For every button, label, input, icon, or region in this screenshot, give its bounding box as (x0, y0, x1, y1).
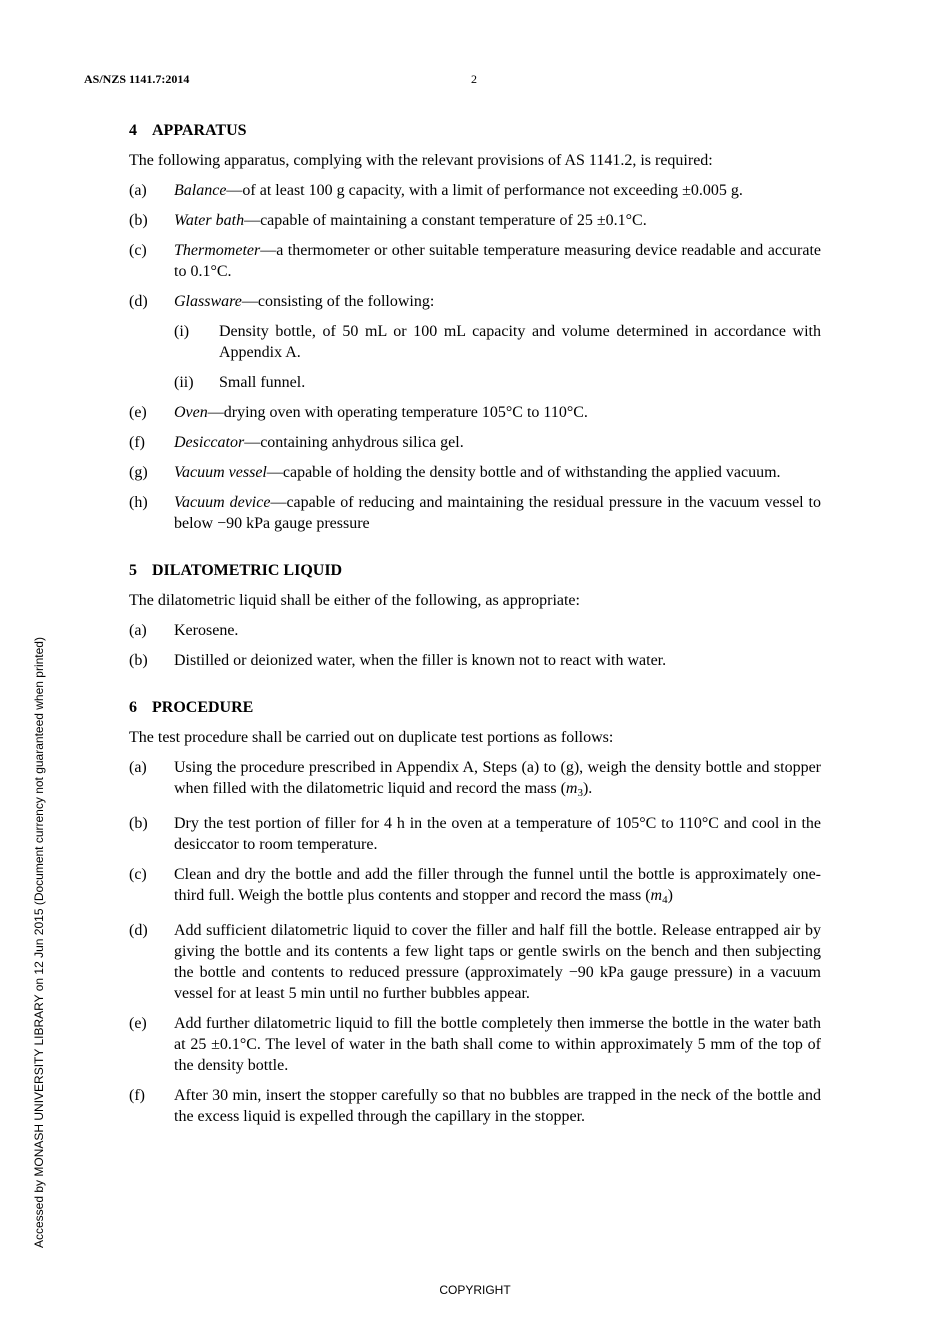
item-label: (e) (129, 404, 147, 421)
item-text: —capable of maintaining a constant temperature of 25 ±0.1°C. (244, 212, 647, 229)
section-title: DILATOMETRIC LIQUID (152, 562, 343, 579)
list-item (129, 402, 821, 423)
item-term: Desiccator (174, 434, 245, 451)
section-title: APPARATUS (152, 122, 247, 139)
item-text: Distilled or deionized water, when the filler is known not to react with water. (174, 652, 667, 669)
section-heading-procedure (129, 697, 821, 718)
item-text: Clean and dry the bottle and add the filler through the funnel until the bottle is approximately one-third full. Weigh the bottle plus contents and stopper and record the mass ( (174, 866, 821, 904)
list-item (129, 650, 821, 671)
item-label: (c) (129, 242, 147, 259)
list-item (129, 1085, 821, 1127)
item-text: —consisting of the following: (241, 293, 435, 310)
item-label: (g) (129, 464, 148, 481)
item-text: Add further dilatometric liquid to fill the bottle completely then immerse the bottle in the water bath at 25 ±0.1°C. The level of water in the bath shall come to within approximately 5 mm of the top of the density bottle. (174, 1015, 821, 1074)
item-label: (c) (129, 866, 147, 883)
section-number: 4 (129, 122, 137, 139)
list-item (129, 620, 821, 641)
item-text: Add sufficient dilatometric liquid to cover the filler and half fill the bottle. Release entrapped air by giving the bottle and its contents a few light taps or gentle swirls on the bench and then subjecting the bottle and contents to reduced pressure (approximately −90 kPa gauge pressure) in a vacuum vessel for at least 5 min until no further bubbles appear. (174, 922, 821, 1002)
section-heading-apparatus (129, 120, 821, 141)
list-item (129, 240, 821, 282)
sub-list-item (174, 321, 821, 363)
item-term: Vacuum vessel (174, 464, 267, 481)
section-intro: The following apparatus, complying with the relevant provisions of AS 1141.2, is required: (129, 152, 713, 169)
item-text: Kerosene. (174, 622, 239, 639)
item-text: Using the procedure prescribed in Appendix A, Steps (a) to (g), weigh the density bottle and stopper when filled with the dilatometric liquid and record the mass ( (174, 759, 821, 797)
section-heading-dilatometric-liquid (129, 560, 821, 581)
mass-subscript: 3 (577, 787, 583, 799)
subitem-label: (i) (174, 323, 190, 340)
list-item (129, 180, 821, 201)
access-watermark: Accessed by MONASH UNIVERSITY LIBRARY on 12 Jun 2015 (Document currency not guaranteed when printed) (32, 637, 46, 1248)
item-term: Glassware (174, 293, 242, 310)
item-label: (b) (129, 815, 148, 832)
standard-code: AS/NZS 1141.7:2014 (84, 72, 190, 86)
item-text: —of at least 100 g capacity, with a limit of performance not exceeding ±0.005 g. (226, 182, 743, 199)
list-item (129, 291, 821, 393)
item-term: Thermometer (174, 242, 261, 259)
item-text: Dry the test portion of filler for 4 h in the oven at a temperature of 105°C to 110°C and cool in the desiccator to room temperature. (174, 815, 821, 853)
item-text-end: ) (667, 887, 673, 904)
item-label: (d) (129, 293, 148, 310)
list-item (129, 920, 821, 1004)
mass-variable: m (565, 780, 578, 797)
item-term: Oven (174, 404, 208, 421)
item-label: (a) (129, 622, 147, 639)
list-item (129, 432, 821, 453)
sub-list-item (174, 372, 821, 393)
item-label: (a) (129, 759, 147, 776)
item-text: —a thermometer or other suitable temperature measuring device readable and accurate to 0.1°C. (174, 242, 821, 280)
item-text: After 30 min, insert the stopper carefully so that no bubbles are trapped in the neck of the bottle and the excess liquid is expelled through the capillary in the stopper. (174, 1087, 821, 1125)
item-label: (f) (129, 1087, 145, 1104)
item-label: (b) (129, 212, 148, 229)
item-label: (f) (129, 434, 145, 451)
item-text: —drying oven with operating temperature 105°C to 110°C. (207, 404, 588, 421)
list-item (129, 757, 821, 804)
section-number: 5 (129, 562, 137, 579)
list-item (129, 492, 821, 534)
section-intro: The dilatometric liquid shall be either of the following, as appropriate: (129, 592, 580, 609)
item-text-end: ). (582, 780, 593, 797)
subitem-text: Small funnel. (219, 374, 306, 391)
item-label: (e) (129, 1015, 147, 1032)
item-label: (a) (129, 182, 147, 199)
list-item (129, 462, 821, 483)
list-item (129, 1013, 821, 1076)
list-item (129, 813, 821, 855)
subitem-text: Density bottle, of 50 mL or 100 mL capacity and volume determined in accordance with Appendix A. (219, 323, 821, 361)
item-term: Water bath (174, 212, 245, 229)
item-text: —containing anhydrous silica gel. (244, 434, 464, 451)
item-text: —capable of reducing and maintaining the residual pressure in the vacuum vessel to below −90 kPa gauge pressure (174, 494, 821, 532)
section-intro: The test procedure shall be carried out on duplicate test portions as follows: (129, 729, 614, 746)
item-label: (b) (129, 652, 148, 669)
item-text: —capable of holding the density bottle and of withstanding the applied vacuum. (266, 464, 781, 481)
subitem-label: (ii) (174, 374, 194, 391)
item-term: Vacuum device (174, 494, 271, 511)
document-body (129, 120, 821, 1136)
item-label: (h) (129, 494, 148, 511)
mass-variable: m (650, 887, 663, 904)
section-number: 6 (129, 699, 137, 716)
section-title: PROCEDURE (152, 699, 254, 716)
list-item (129, 210, 821, 231)
copyright-footer: COPYRIGHT (439, 1283, 511, 1297)
item-label: (d) (129, 922, 148, 939)
page-number: 2 (471, 72, 477, 86)
item-term: Balance (174, 182, 227, 199)
list-item (129, 864, 821, 911)
mass-subscript: 4 (662, 894, 668, 906)
